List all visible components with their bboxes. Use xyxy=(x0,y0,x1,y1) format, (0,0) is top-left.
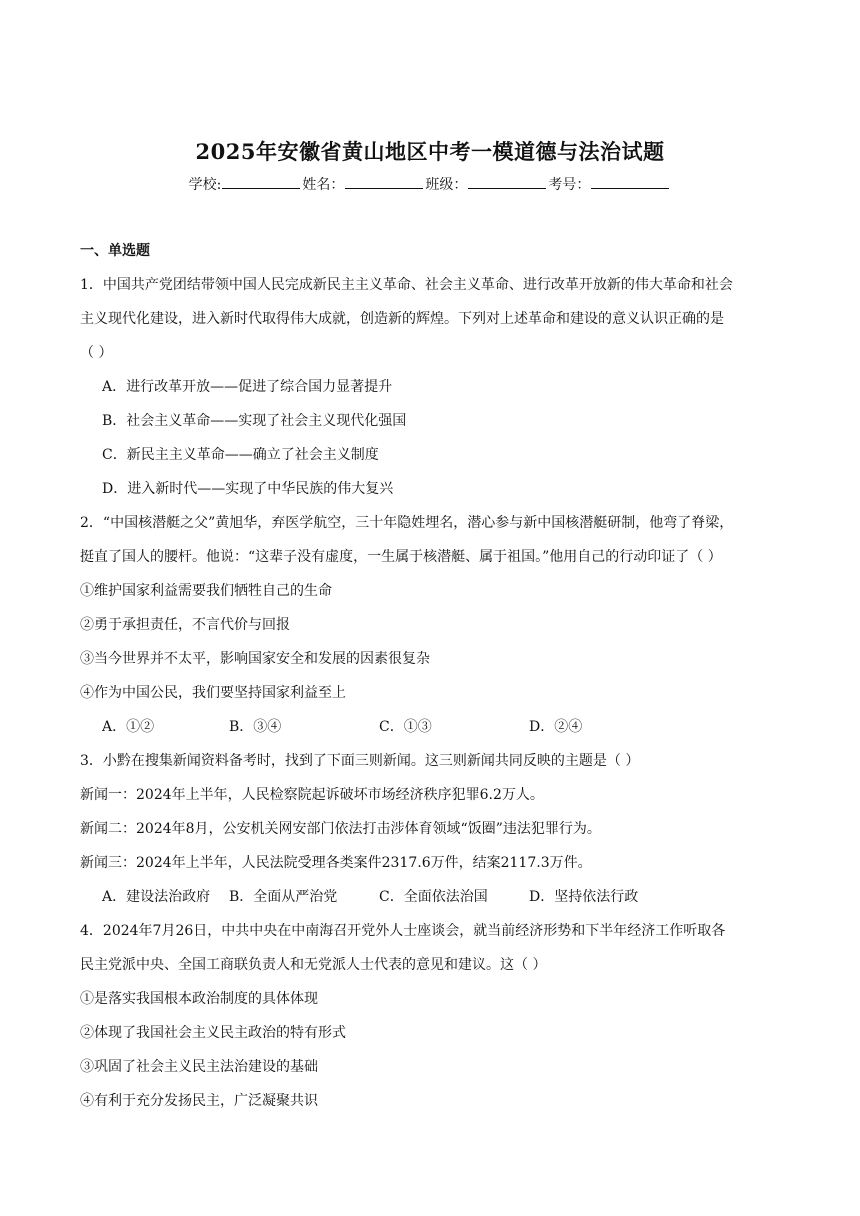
question-text-line: 1．中国共产党团结带领中国人民完成新民主主义革命、社会主义革命、进行改革开放新的伟大革命和社会 xyxy=(80,277,733,293)
option-a: A．①② xyxy=(102,719,155,735)
option-d: D．②④ xyxy=(529,719,583,735)
option-b: B．全面从严治党 xyxy=(229,889,338,905)
class-blank xyxy=(468,175,546,189)
question-text-line: 民主党派中央、全国工商联负责人和无党派人士代表的意见和建议。这（ ） xyxy=(80,957,547,973)
option-c: C．全面依法治国 xyxy=(379,889,488,905)
page-title: 2025年安徽省黄山地区中考一模道德与法治试题 xyxy=(195,139,665,164)
option-a: A．建设法治政府 xyxy=(102,889,211,905)
statement-1: ①是落实我国根本政治制度的具体体现 xyxy=(80,991,318,1007)
statement-3: ③巩固了社会主义民主法治建设的基础 xyxy=(80,1059,318,1075)
option-b: B．社会主义革命——实现了社会主义现代化强国 xyxy=(102,413,407,429)
news-item-3: 新闻三：2024年上半年，人民法院受理各类案件2317.6万件，结案2117.3万件。 xyxy=(80,855,592,871)
student-info-line xyxy=(0,174,860,194)
school-blank xyxy=(222,175,300,189)
question-text-line: 挺直了国人的腰杆。他说：“这辈子没有虚度，一生属于核潜艇、属于祖国。”他用自己的行动印证了（ ） xyxy=(80,549,722,565)
option-d: D．坚持依法行政 xyxy=(529,889,639,905)
option-d: D．进入新时代——实现了中华民族的伟大复兴 xyxy=(102,481,394,497)
questions-body xyxy=(80,240,780,1118)
option-c: C．①③ xyxy=(379,719,432,735)
news-item-2: 新闻二：2024年8月，公安机关网安部门依法打击涉体育领域“饭圈”违法犯罪行为。 xyxy=(80,821,601,837)
statement-4: ④作为中国公民，我们要坚持国家利益至上 xyxy=(80,685,346,701)
statement-2: ②体现了我国社会主义民主政治的特有形式 xyxy=(80,1025,346,1041)
question-text-line: 2．“中国核潜艇之父”黄旭华，弃医学航空，三十年隐姓埋名，潜心参与新中国核潜艇研制，他弯了脊梁， xyxy=(80,515,734,531)
section-heading: 一、单选题 xyxy=(80,243,150,259)
question-text-line: 4．2024年7月26日，中共中央在中南海召开党外人士座谈会，就当前经济形势和下半年经济工作听取各 xyxy=(80,923,726,939)
question-3 xyxy=(80,744,780,914)
option-c: C．新民主主义革命——确立了社会主义制度 xyxy=(102,447,379,463)
name-blank xyxy=(345,175,423,189)
exam-no-blank xyxy=(591,175,669,189)
question-1 xyxy=(80,268,780,506)
news-item-1: 新闻一：2024年上半年，人民检察院起诉破坏市场经济秩序犯罪6.2万人。 xyxy=(80,787,544,803)
option-b: B．③④ xyxy=(229,719,282,735)
question-4 xyxy=(80,914,780,1118)
class-label: 班级： xyxy=(425,177,468,193)
exam-no-label: 考号： xyxy=(548,177,591,193)
option-a: A．进行改革开放——促进了综合国力显著提升 xyxy=(102,379,393,395)
options-row xyxy=(80,880,780,914)
question-2 xyxy=(80,506,780,744)
statement-2: ②勇于承担责任，不言代价与回报 xyxy=(80,617,290,633)
answer-bracket: （ ） xyxy=(80,345,113,361)
statement-3: ③当今世界并不太平，影响国家安全和发展的因素很复杂 xyxy=(80,651,430,667)
statement-1: ①维护国家利益需要我们牺牲自己的生命 xyxy=(80,583,332,599)
question-text-line: 主义现代化建设，进入新时代取得伟大成就，创造新的辉煌。下列对上述革命和建设的意义认识正确的是 xyxy=(80,311,724,327)
options-row xyxy=(80,710,780,744)
name-label: 姓名： xyxy=(302,177,345,193)
question-text-line: 3．小黔在搜集新闻资料备考时，找到了下面三则新闻。这三则新闻共同反映的主题是（ ） xyxy=(80,753,640,769)
statement-4: ④有利于充分发扬民主，广泛凝聚共识 xyxy=(80,1093,318,1109)
school-label: 学校: xyxy=(188,177,222,193)
